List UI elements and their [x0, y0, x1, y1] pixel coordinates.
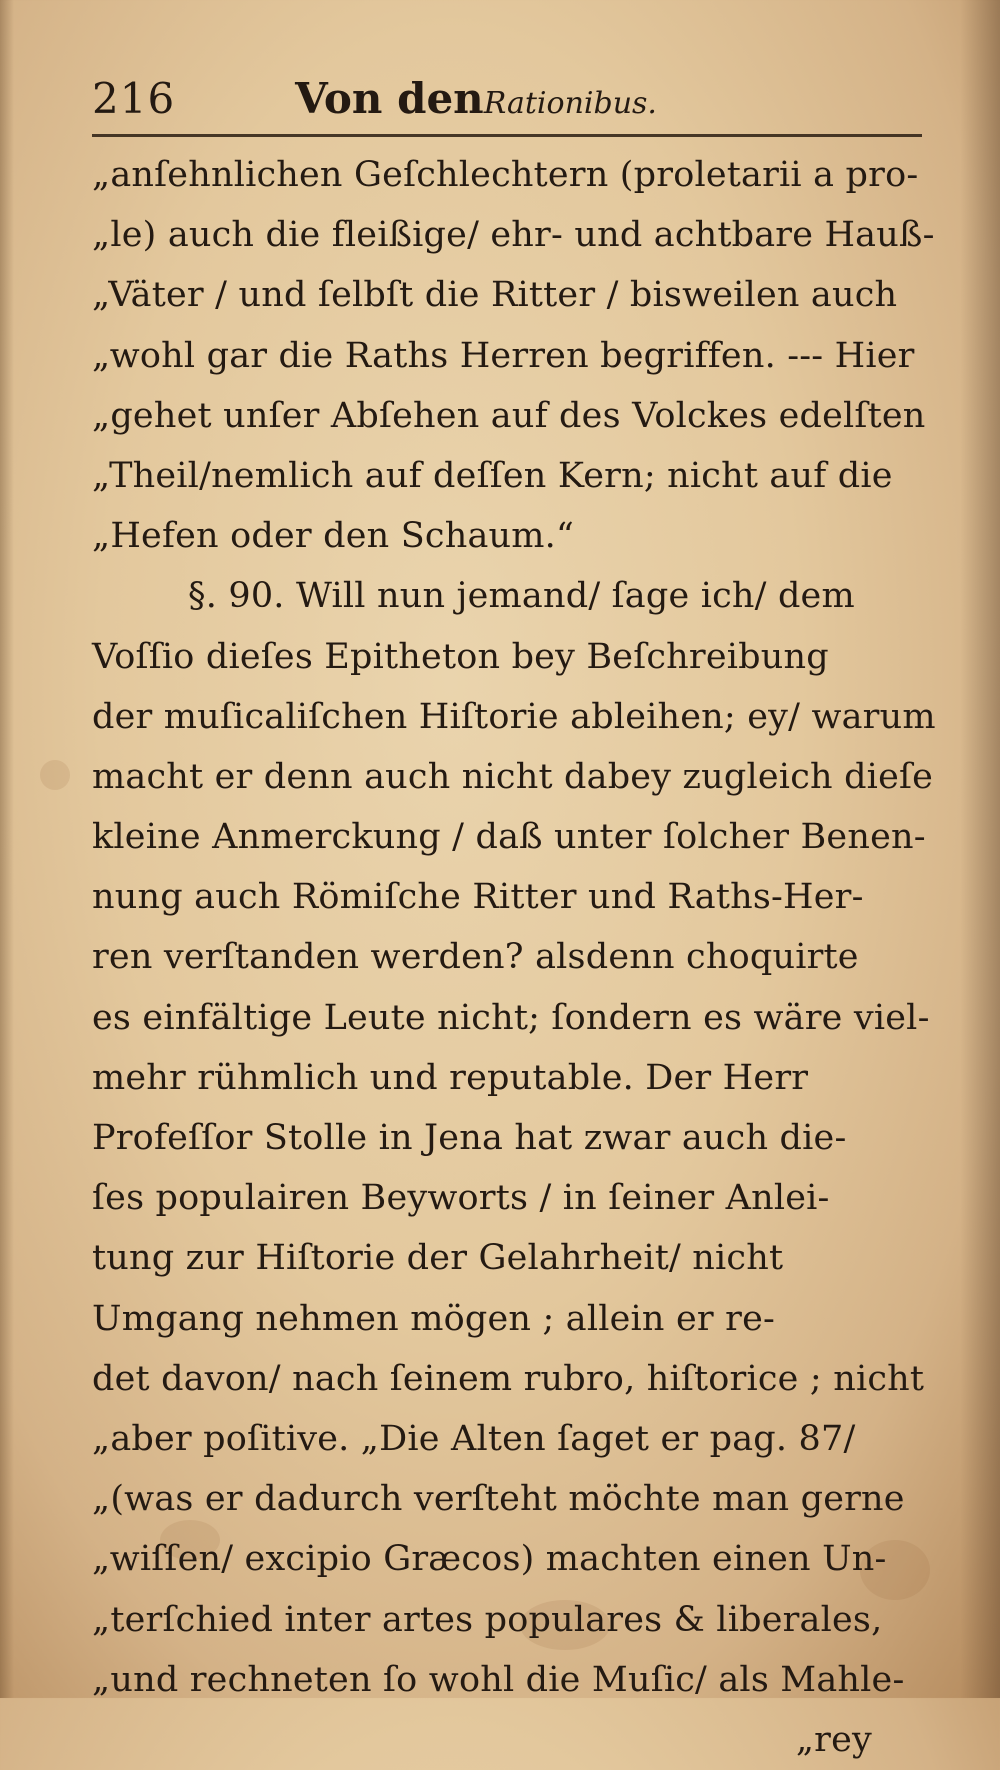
running-title-latin: Rationibus. [483, 86, 657, 121]
header-rule [92, 134, 922, 137]
body-text [92, 145, 952, 1770]
text-line: mehr rühmlich und reputable. Der Herr [92, 1057, 809, 1098]
running-head [92, 72, 952, 123]
text-line: „wiſſen/ excipio Græcos) machten einen Un- [92, 1539, 887, 1580]
text-line: „aber poſitive. „Die Alten ſaget er pag. 87/ [92, 1418, 856, 1459]
text-line: „Hefen oder den Schaum.“ [92, 516, 575, 557]
text-line: „wohl gar die Raths Herren begriffen. --- Hier [92, 335, 915, 376]
text-line: kleine Anmerckung / daß unter ſolcher Benen- [92, 817, 926, 858]
text-line: Voſſio dieſes Epitheton bey Beſchreibung [92, 636, 829, 677]
page-edge-shadow [0, 0, 14, 1698]
text-line: ſes populairen Beyworts / in ſeiner Anlei- [92, 1178, 830, 1219]
text-line: „anſehnlichen Geſchlechtern (proletarii a pro- [92, 155, 919, 195]
paragraph-start-line: §. 90. Will nun jemand/ ſage ich/ dem [188, 576, 855, 617]
text-line: „Väter / und ſelbſt die Ritter / bisweilen auch [92, 275, 898, 316]
spine-shadow [960, 0, 1000, 1698]
text-line: „und rechneten ſo wohl die Muſic/ als Mahle- [92, 1659, 905, 1700]
text-line: „(was er dadurch verſteht möchte man gerne [92, 1479, 905, 1520]
catchword: „rey [795, 1719, 872, 1760]
running-title [295, 74, 657, 123]
text-line: „Theil/nemlich auf deſſen Kern; nicht auf die [92, 455, 893, 496]
text-line: Umgang nehmen mögen ; allein er re- [92, 1298, 776, 1339]
text-line: nung auch Römiſche Ritter und Raths-Her- [92, 877, 864, 918]
text-line: macht er denn auch nicht dabey zugleich dieſe [92, 756, 934, 797]
foxing-spot [40, 760, 70, 790]
text-line: der muſicaliſchen Hiſtorie ableihen; ey/ warum [92, 696, 936, 737]
page-number: 216 [92, 74, 176, 123]
text-line: det davon/ nach ſeinem rubro, hiſtorice ; nicht [92, 1358, 925, 1399]
text-line: „gehet unſer Abſehen auf des Volckes edelſten [92, 395, 926, 436]
text-line: „terſchied inter artes populares & liberales, [92, 1599, 883, 1640]
text-line: Profeſſor Stolle in Jena hat zwar auch die- [92, 1118, 847, 1158]
running-title-german: Von den [295, 74, 484, 123]
text-line: es einfältige Leute nicht; ſondern es wäre viel- [92, 997, 930, 1038]
text-line: ren verſtanden werden? alsdenn choquirte [92, 937, 859, 978]
text-line: „le) auch die fleißige/ ehr- und achtbare Hauß- [92, 215, 935, 256]
book-page [92, 72, 952, 1770]
text-line: tung zur Hiſtorie der Gelahrheit/ nicht [92, 1238, 784, 1279]
